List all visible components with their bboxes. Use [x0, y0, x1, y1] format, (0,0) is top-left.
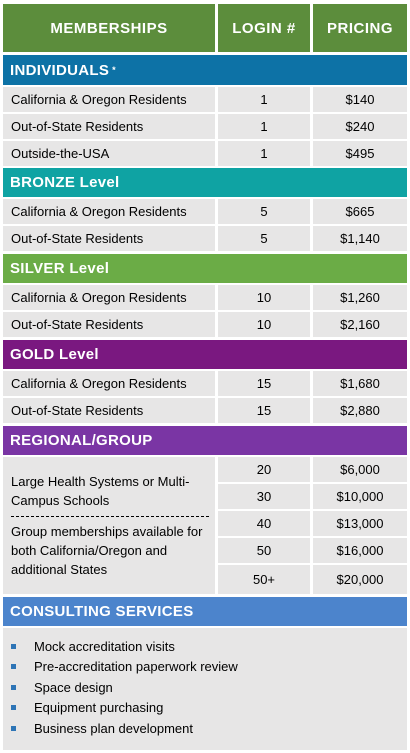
regional-login: 50+: [218, 565, 310, 594]
regional-price: $20,000: [313, 565, 407, 594]
row-name: California & Oregon Residents: [3, 371, 215, 396]
bullet-icon: [11, 664, 16, 669]
gold-band: GOLD Level: [3, 340, 407, 369]
bronze-band: BRONZE Level: [3, 168, 407, 197]
consulting-band: CONSULTING SERVICES: [3, 597, 407, 626]
row-login: 15: [218, 371, 310, 396]
bullet-icon: [11, 726, 16, 731]
login-header: LOGIN #: [218, 4, 310, 52]
list-item-label: Equipment purchasing: [34, 700, 164, 716]
bullet-icon: [11, 705, 16, 710]
pricing-header: PRICING: [313, 4, 407, 52]
row-price: $1,140: [313, 226, 407, 251]
regional-login: 30: [218, 484, 310, 509]
regional-desc-group: Group memberships available for both California/Oregon and additional States: [11, 524, 203, 577]
regional-price: $6,000: [313, 457, 407, 482]
row-login: 1: [218, 114, 310, 139]
row-price: $1,260: [313, 285, 407, 310]
memberships-header: MEMBERSHIPS: [3, 4, 215, 52]
list-item-label: Pre-accreditation paperwork review: [34, 659, 238, 675]
regional-login: 20: [218, 457, 310, 482]
row-name: California & Oregon Residents: [3, 199, 215, 224]
row-login: 10: [218, 285, 310, 310]
row-price: $495: [313, 141, 407, 166]
individuals-title: INDIVIDUALS: [10, 61, 110, 79]
consulting-list: [11, 636, 407, 739]
consulting-panel: [3, 628, 407, 750]
row-name: Out-of-State Residents: [3, 226, 215, 251]
regional-login: 40: [218, 511, 310, 536]
regional-login: 50: [218, 538, 310, 563]
silver-band: SILVER Level: [3, 254, 407, 283]
row-login: 15: [218, 398, 310, 423]
list-item-label: Mock accreditation visits: [34, 638, 175, 654]
regional-band: REGIONAL/GROUP: [3, 426, 407, 455]
bullet-icon: [11, 644, 16, 649]
regional-price: $13,000: [313, 511, 407, 536]
list-item: [11, 718, 407, 739]
list-item: [11, 636, 407, 657]
row-login: 10: [218, 312, 310, 337]
list-item: [11, 657, 407, 678]
row-price: $1,680: [313, 371, 407, 396]
row-name: California & Oregon Residents: [3, 285, 215, 310]
row-name: California & Oregon Residents: [3, 87, 215, 112]
list-item-label: Business plan development: [34, 720, 193, 736]
bullet-icon: [11, 685, 16, 690]
regional-description: [3, 457, 215, 594]
row-login: 5: [218, 226, 310, 251]
regional-price: $16,000: [313, 538, 407, 563]
row-price: $665: [313, 199, 407, 224]
list-item: [11, 677, 407, 698]
row-login: 1: [218, 87, 310, 112]
dashed-divider: [11, 516, 209, 517]
row-price: $2,880: [313, 398, 407, 423]
row-price: $2,160: [313, 312, 407, 337]
row-name: Out-of-State Residents: [3, 312, 215, 337]
row-price: $240: [313, 114, 407, 139]
list-item: [11, 698, 407, 719]
list-item-label: Space design: [34, 679, 113, 695]
regional-price: $10,000: [313, 484, 407, 509]
regional-desc-systems: Large Health Systems or Multi-Campus Schools: [11, 474, 190, 508]
row-name: Out-of-State Residents: [3, 398, 215, 423]
row-name: Out-of-State Residents: [3, 114, 215, 139]
individuals-band: [3, 55, 407, 85]
row-login: 1: [218, 141, 310, 166]
individuals-footnote-marker: *: [112, 65, 116, 75]
row-name: Outside-the-USA: [3, 141, 215, 166]
row-price: $140: [313, 87, 407, 112]
row-login: 5: [218, 199, 310, 224]
